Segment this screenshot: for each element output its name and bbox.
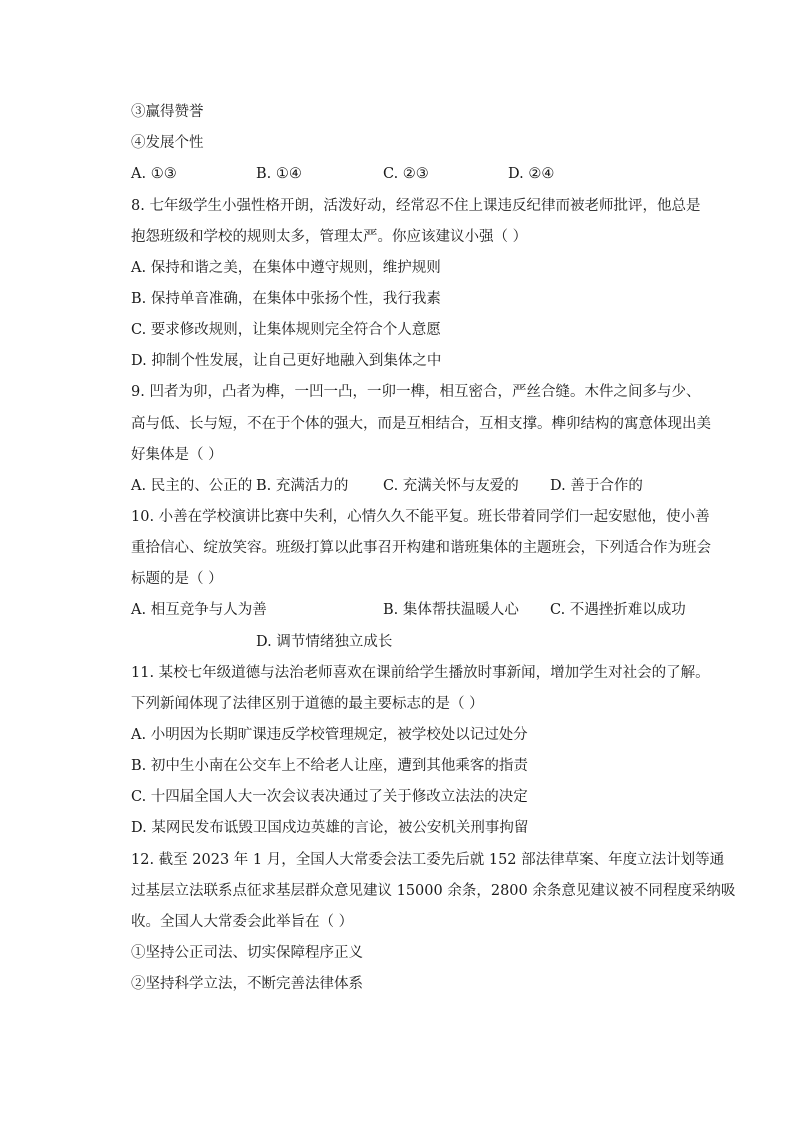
q11-option-a: A. 小明因为长期旷课违反学校管理规定，被学校处以记过处分 xyxy=(131,727,528,743)
q10-options-row1 xyxy=(131,600,731,620)
q8-stem-line2: 抱怨班级和学校的规则太多，管理太严。你应该建议小强（ ） xyxy=(131,229,528,245)
q10-stem-line1: 10. 小善在学校演讲比赛中失利，心情久久不能平复。班长带着同学们一起安慰他，使小善 xyxy=(131,509,710,525)
q12-stem-line3: 收。全国人大常委会此举旨在（ ） xyxy=(131,914,354,930)
option-d: D. ②④ xyxy=(508,166,555,182)
q9-stem-line1: 9. 凹者为卯，凸者为榫，一凹一凸，一卯一榫，相互密合，严丝合缝。木件之间多与少、 xyxy=(131,384,701,400)
option-b: B. ①④ xyxy=(256,166,302,182)
q10-option-d: D. 调节情绪独立成长 xyxy=(256,634,393,650)
q10-option-a: A. 相互竞争与人为善 xyxy=(131,602,267,618)
q11-option-d: D. 某网民发布诋毁卫国戍边英雄的言论，被公安机关刑事拘留 xyxy=(131,820,529,836)
statement-4: ④发展个性 xyxy=(131,135,204,151)
q12-stem-line1: 12. 截至 2023 年 1 月，全国人大常委会法工委先后就 152 部法律草案、年度立法计划等通 xyxy=(131,852,725,868)
q8-option-d: D. 抑制个性发展，让自己更好地融入到集体之中 xyxy=(131,353,442,369)
q12-stem-line2: 过基层立法联系点征求基层群众意见建议 15000 余条，2800 余条意见建议被不同程度采纳吸 xyxy=(131,883,736,899)
q9-stem-line3: 好集体是（ ） xyxy=(131,447,223,463)
q11-stem-line1: 11. 某校七年级道德与法治老师喜欢在课前给学生播放时事新闻，增加学生对社会的了解。 xyxy=(131,665,710,681)
q9-options xyxy=(131,476,731,496)
q8-stem-line1: 8. 七年级学生小强性格开朗，活泼好动，经常忍不住上课违反纪律而被老师批评，他总是 xyxy=(131,198,701,214)
q9-option-b: B. 充满活力的 xyxy=(256,478,349,494)
prev-options xyxy=(131,164,731,184)
statement-3: ③赢得赞誉 xyxy=(131,104,204,120)
q10-stem-line2: 重拾信心、绽放笑容。班级打算以此事召开构建和谐班集体的主题班会，下列适合作为班会 xyxy=(131,540,711,556)
q10-options-row2 xyxy=(131,632,731,652)
q9-option-a: A. 民主的、公正的 xyxy=(131,478,253,494)
q8-option-b: B. 保持单音准确，在集体中张扬个性，我行我素 xyxy=(131,291,441,307)
q8-option-a: A. 保持和谐之美，在集体中遵守规则，维护规则 xyxy=(131,260,441,276)
q11-stem-line2: 下列新闻体现了法律区别于道德的最主要标志的是（ ） xyxy=(131,696,484,712)
q10-option-c: C. 不遇挫折难以成功 xyxy=(550,602,686,618)
q10-option-b: B. 集体帮扶温暖人心 xyxy=(383,602,519,618)
q9-option-c: C. 充满关怀与友爱的 xyxy=(383,478,519,494)
q11-option-c: C. 十四届全国人大一次会议表决通过了关于修改立法法的决定 xyxy=(131,789,528,805)
option-c: C. ②③ xyxy=(383,166,429,182)
q11-option-b: B. 初中生小南在公交车上不给老人让座，遭到其他乘客的指责 xyxy=(131,758,528,774)
q9-stem-line2: 高与低、长与短，不在于个体的强大，而是互相结合，互相支撑。榫卯结构的寓意体现出美 xyxy=(131,416,711,432)
q10-stem-line3: 标题的是（ ） xyxy=(131,571,223,587)
q8-option-c: C. 要求修改规则，让集体规则完全符合个人意愿 xyxy=(131,322,441,338)
option-a: A. ①③ xyxy=(131,166,177,182)
q12-statement-2: ②坚持科学立法，不断完善法律体系 xyxy=(131,976,363,992)
q12-statement-1: ①坚持公正司法、切实保障程序正义 xyxy=(131,945,363,961)
q9-option-d: D. 善于合作的 xyxy=(550,478,643,494)
